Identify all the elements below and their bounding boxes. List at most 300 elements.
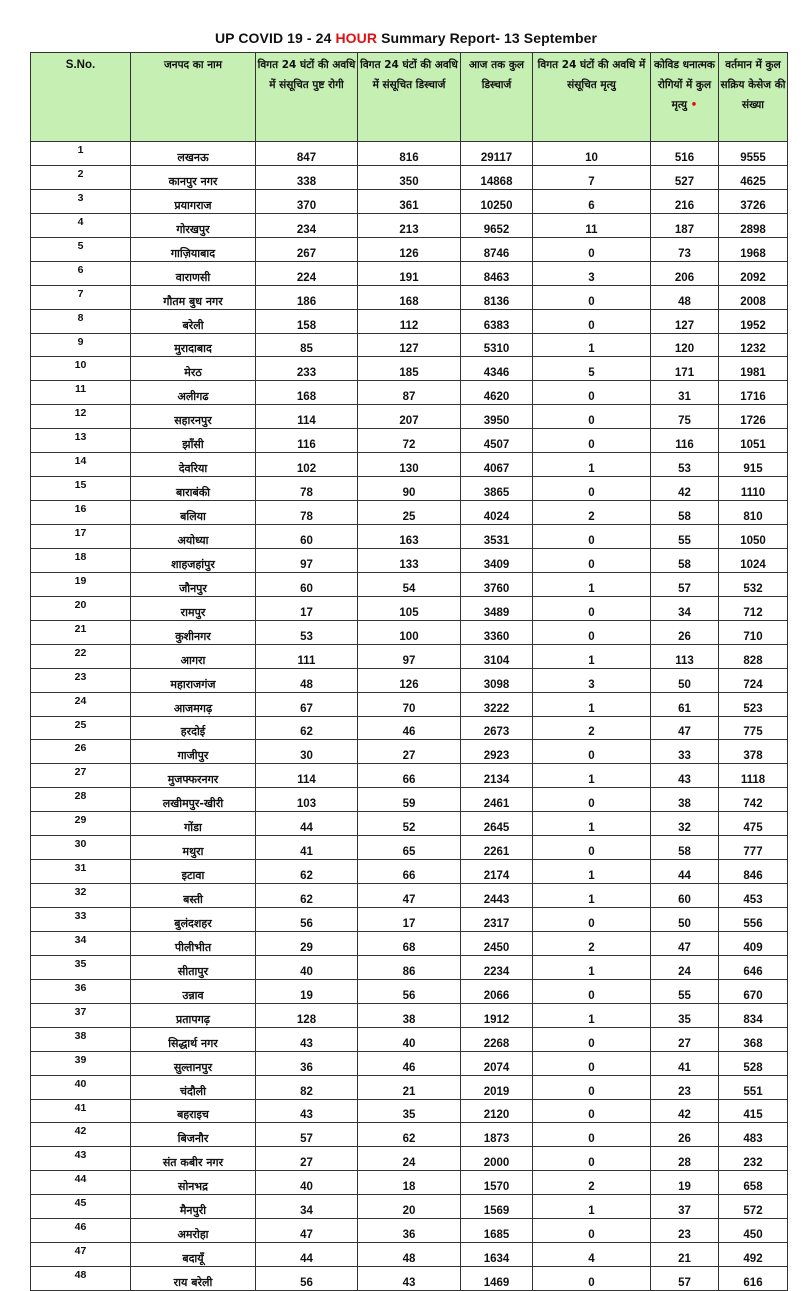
new-cases-cell: 62 [256, 884, 358, 908]
discharged-24h-cell: 185 [358, 357, 461, 381]
new-cases-cell: 17 [256, 596, 358, 620]
discharged-24h-cell: 168 [358, 285, 461, 309]
deaths-24h-cell: 2 [533, 1171, 651, 1195]
discharged-24h-cell: 191 [358, 261, 461, 285]
table-row [31, 812, 788, 836]
deaths-24h-cell: 0 [533, 309, 651, 333]
header-marker-dot: • [690, 99, 698, 111]
sno-cell: 6 [31, 261, 131, 285]
total-deaths-cell: 23 [651, 1075, 719, 1099]
sno-cell: 11 [31, 381, 131, 405]
new-cases-cell: 53 [256, 620, 358, 644]
active-cases-cell: 2898 [719, 213, 788, 237]
total-discharged-cell: 2268 [461, 1027, 533, 1051]
new-cases-cell: 56 [256, 1267, 358, 1291]
discharged-24h-cell: 97 [358, 644, 461, 668]
deaths-24h-cell: 0 [533, 237, 651, 261]
deaths-24h-cell: 0 [533, 1267, 651, 1291]
table-row [31, 381, 788, 405]
sno-cell: 5 [31, 237, 131, 261]
active-cases-cell: 415 [719, 1099, 788, 1123]
sno-cell: 34 [31, 931, 131, 955]
discharged-24h-cell: 48 [358, 1243, 461, 1267]
report-title-suffix: Summary Report- 13 September [377, 30, 598, 46]
deaths-24h-cell: 0 [533, 477, 651, 501]
total-discharged-cell: 4024 [461, 501, 533, 525]
new-cases-cell: 370 [256, 189, 358, 213]
total-deaths-cell: 44 [651, 860, 719, 884]
new-cases-cell: 62 [256, 716, 358, 740]
sno-cell: 20 [31, 596, 131, 620]
table-row [31, 836, 788, 860]
sno-cell: 19 [31, 572, 131, 596]
total-discharged-cell: 3489 [461, 596, 533, 620]
discharged-24h-cell: 126 [358, 237, 461, 261]
new-cases-cell: 43 [256, 1027, 358, 1051]
table-row [31, 1147, 788, 1171]
new-cases-cell: 102 [256, 453, 358, 477]
total-deaths-cell: 33 [651, 740, 719, 764]
new-cases-cell: 78 [256, 501, 358, 525]
district-cell: सुल्तानपुर [131, 1051, 256, 1075]
total-deaths-cell: 32 [651, 812, 719, 836]
new-cases-cell: 30 [256, 740, 358, 764]
new-cases-cell: 40 [256, 955, 358, 979]
new-cases-cell: 234 [256, 213, 358, 237]
discharged-24h-cell: 59 [358, 788, 461, 812]
active-cases-cell: 846 [719, 860, 788, 884]
new-cases-cell: 44 [256, 1243, 358, 1267]
new-cases-cell: 34 [256, 1195, 358, 1219]
district-cell: देवरिया [131, 453, 256, 477]
total-deaths-cell: 61 [651, 692, 719, 716]
sno-cell: 46 [31, 1219, 131, 1243]
active-cases-cell: 1726 [719, 405, 788, 429]
total-discharged-cell: 2066 [461, 979, 533, 1003]
table-row [31, 884, 788, 908]
deaths-24h-cell: 0 [533, 405, 651, 429]
discharged-24h-cell: 46 [358, 716, 461, 740]
active-cases-cell: 828 [719, 644, 788, 668]
sno-cell: 44 [31, 1171, 131, 1195]
total-deaths-cell: 42 [651, 477, 719, 501]
total-deaths-cell: 26 [651, 620, 719, 644]
table-row [31, 525, 788, 549]
total-discharged-cell: 3950 [461, 405, 533, 429]
discharged-24h-cell: 127 [358, 333, 461, 357]
table-row [31, 501, 788, 525]
new-cases-cell: 168 [256, 381, 358, 405]
total-discharged-cell: 2923 [461, 740, 533, 764]
total-deaths-cell: 24 [651, 955, 719, 979]
active-cases-cell: 483 [719, 1123, 788, 1147]
total-discharged-cell: 3865 [461, 477, 533, 501]
total-discharged-cell: 2000 [461, 1147, 533, 1171]
district-cell: महाराजगंज [131, 668, 256, 692]
total-discharged-cell: 9652 [461, 213, 533, 237]
deaths-24h-cell: 0 [533, 1099, 651, 1123]
discharged-24h-cell: 816 [358, 142, 461, 166]
discharged-24h-cell: 68 [358, 931, 461, 955]
total-discharged-cell: 3104 [461, 644, 533, 668]
active-cases-cell: 616 [719, 1267, 788, 1291]
district-cell: हरदोई [131, 716, 256, 740]
sno-cell: 14 [31, 453, 131, 477]
table-row [31, 572, 788, 596]
sno-cell: 25 [31, 716, 131, 740]
sno-cell: 23 [31, 668, 131, 692]
table-row [31, 333, 788, 357]
table-row [31, 477, 788, 501]
table-row [31, 692, 788, 716]
district-cell: बिजनौर [131, 1123, 256, 1147]
district-cell: बरेली [131, 309, 256, 333]
sno-cell: 26 [31, 740, 131, 764]
new-cases-cell: 267 [256, 237, 358, 261]
deaths-24h-cell: 0 [533, 429, 651, 453]
total-discharged-cell: 2450 [461, 931, 533, 955]
discharged-24h-cell: 25 [358, 501, 461, 525]
total-discharged-cell: 1570 [461, 1171, 533, 1195]
total-deaths-cell: 206 [651, 261, 719, 285]
table-row [31, 1003, 788, 1027]
new-cases-cell: 41 [256, 836, 358, 860]
deaths-24h-cell: 1 [533, 644, 651, 668]
active-cases-cell: 523 [719, 692, 788, 716]
discharged-24h-cell: 361 [358, 189, 461, 213]
total-deaths-cell: 58 [651, 501, 719, 525]
discharged-24h-cell: 54 [358, 572, 461, 596]
active-cases-cell: 378 [719, 740, 788, 764]
active-cases-cell: 777 [719, 836, 788, 860]
active-cases-cell: 3726 [719, 189, 788, 213]
discharged-24h-cell: 72 [358, 429, 461, 453]
discharged-24h-cell: 86 [358, 955, 461, 979]
district-cell: अमरोहा [131, 1219, 256, 1243]
total-discharged-cell: 3409 [461, 548, 533, 572]
sno-cell: 8 [31, 309, 131, 333]
active-cases-cell: 409 [719, 931, 788, 955]
table-row [31, 644, 788, 668]
deaths-24h-cell: 1 [533, 764, 651, 788]
table-row [31, 764, 788, 788]
deaths-24h-cell: 1 [533, 884, 651, 908]
active-cases-cell: 1110 [719, 477, 788, 501]
discharged-24h-cell: 24 [358, 1147, 461, 1171]
total-deaths-cell: 31 [651, 381, 719, 405]
report-title [0, 30, 812, 46]
active-cases-cell: 1051 [719, 429, 788, 453]
new-cases-cell: 114 [256, 405, 358, 429]
sno-cell: 30 [31, 836, 131, 860]
total-discharged-cell: 10250 [461, 189, 533, 213]
header-row [31, 53, 788, 142]
new-cases-cell: 27 [256, 1147, 358, 1171]
deaths-24h-cell: 0 [533, 620, 651, 644]
active-cases-cell: 646 [719, 955, 788, 979]
deaths-24h-cell: 0 [533, 1123, 651, 1147]
discharged-24h-cell: 46 [358, 1051, 461, 1075]
district-cell: गौतम बुध नगर [131, 285, 256, 309]
total-discharged-cell: 8463 [461, 261, 533, 285]
sno-cell: 35 [31, 955, 131, 979]
total-discharged-cell: 2673 [461, 716, 533, 740]
discharged-24h-cell: 100 [358, 620, 461, 644]
header-sno: S.No. [31, 53, 131, 142]
active-cases-cell: 742 [719, 788, 788, 812]
table-row [31, 1267, 788, 1291]
active-cases-cell: 572 [719, 1195, 788, 1219]
new-cases-cell: 103 [256, 788, 358, 812]
sno-cell: 18 [31, 548, 131, 572]
total-discharged-cell: 4067 [461, 453, 533, 477]
new-cases-cell: 47 [256, 1219, 358, 1243]
discharged-24h-cell: 105 [358, 596, 461, 620]
sno-cell: 16 [31, 501, 131, 525]
deaths-24h-cell: 1 [533, 692, 651, 716]
sno-cell: 29 [31, 812, 131, 836]
new-cases-cell: 48 [256, 668, 358, 692]
sno-cell: 41 [31, 1099, 131, 1123]
district-cell: संत कबीर नगर [131, 1147, 256, 1171]
deaths-24h-cell: 0 [533, 548, 651, 572]
deaths-24h-cell: 1 [533, 453, 651, 477]
discharged-24h-cell: 126 [358, 668, 461, 692]
deaths-24h-cell: 0 [533, 836, 651, 860]
district-cell: प्रयागराज [131, 189, 256, 213]
sno-cell: 32 [31, 884, 131, 908]
district-cell: मथुरा [131, 836, 256, 860]
district-cell: मैनपुरी [131, 1195, 256, 1219]
total-deaths-cell: 127 [651, 309, 719, 333]
total-deaths-cell: 47 [651, 931, 719, 955]
discharged-24h-cell: 112 [358, 309, 461, 333]
sno-cell: 37 [31, 1003, 131, 1027]
total-deaths-cell: 50 [651, 668, 719, 692]
table-row [31, 142, 788, 166]
header-active-cases: वर्तमान में कुल सक्रिय केसेज की संख्या [719, 53, 788, 142]
district-cell: कुशीनगर [131, 620, 256, 644]
total-discharged-cell: 2443 [461, 884, 533, 908]
district-cell: मेरठ [131, 357, 256, 381]
sno-cell: 48 [31, 1267, 131, 1291]
district-cell: बाराबंकी [131, 477, 256, 501]
new-cases-cell: 186 [256, 285, 358, 309]
deaths-24h-cell: 0 [533, 1219, 651, 1243]
total-discharged-cell: 2645 [461, 812, 533, 836]
table-row [31, 453, 788, 477]
total-deaths-cell: 55 [651, 525, 719, 549]
total-deaths-cell: 53 [651, 453, 719, 477]
total-discharged-cell: 3360 [461, 620, 533, 644]
deaths-24h-cell: 7 [533, 165, 651, 189]
total-discharged-cell: 2261 [461, 836, 533, 860]
table-row [31, 1123, 788, 1147]
deaths-24h-cell: 5 [533, 357, 651, 381]
total-deaths-cell: 57 [651, 1267, 719, 1291]
total-discharged-cell: 1873 [461, 1123, 533, 1147]
total-discharged-cell: 3760 [461, 572, 533, 596]
table-row [31, 740, 788, 764]
district-cell: सीतापुर [131, 955, 256, 979]
new-cases-cell: 97 [256, 548, 358, 572]
active-cases-cell: 450 [719, 1219, 788, 1243]
total-discharged-cell: 6383 [461, 309, 533, 333]
total-discharged-cell: 2019 [461, 1075, 533, 1099]
table-row [31, 548, 788, 572]
district-cell: लखीमपुर-खीरी [131, 788, 256, 812]
table-row [31, 285, 788, 309]
active-cases-cell: 556 [719, 908, 788, 932]
total-deaths-cell: 38 [651, 788, 719, 812]
deaths-24h-cell: 4 [533, 1243, 651, 1267]
table-row [31, 1075, 788, 1099]
new-cases-cell: 40 [256, 1171, 358, 1195]
covid-summary-table [30, 52, 788, 1291]
total-deaths-cell: 48 [651, 285, 719, 309]
active-cases-cell: 9555 [719, 142, 788, 166]
discharged-24h-cell: 70 [358, 692, 461, 716]
sno-cell: 45 [31, 1195, 131, 1219]
deaths-24h-cell: 0 [533, 381, 651, 405]
new-cases-cell: 233 [256, 357, 358, 381]
district-cell: मुजफ्फरनगर [131, 764, 256, 788]
discharged-24h-cell: 20 [358, 1195, 461, 1219]
discharged-24h-cell: 17 [358, 908, 461, 932]
total-deaths-cell: 28 [651, 1147, 719, 1171]
sno-cell: 42 [31, 1123, 131, 1147]
active-cases-cell: 1024 [719, 548, 788, 572]
discharged-24h-cell: 35 [358, 1099, 461, 1123]
deaths-24h-cell: 1 [533, 812, 651, 836]
new-cases-cell: 158 [256, 309, 358, 333]
deaths-24h-cell: 0 [533, 740, 651, 764]
discharged-24h-cell: 18 [358, 1171, 461, 1195]
total-deaths-cell: 187 [651, 213, 719, 237]
discharged-24h-cell: 21 [358, 1075, 461, 1099]
header-district: जनपद का नाम [131, 53, 256, 142]
discharged-24h-cell: 213 [358, 213, 461, 237]
total-deaths-cell: 75 [651, 405, 719, 429]
total-deaths-cell: 55 [651, 979, 719, 1003]
table-row [31, 357, 788, 381]
district-cell: सोनभद्र [131, 1171, 256, 1195]
district-cell: आगरा [131, 644, 256, 668]
sno-cell: 47 [31, 1243, 131, 1267]
table-row [31, 1195, 788, 1219]
district-cell: रामपुर [131, 596, 256, 620]
discharged-24h-cell: 87 [358, 381, 461, 405]
district-cell: अयोध्या [131, 525, 256, 549]
district-cell: झाँसी [131, 429, 256, 453]
active-cases-cell: 368 [719, 1027, 788, 1051]
district-cell: बस्ती [131, 884, 256, 908]
active-cases-cell: 532 [719, 572, 788, 596]
total-deaths-cell: 120 [651, 333, 719, 357]
sno-cell: 3 [31, 189, 131, 213]
new-cases-cell: 44 [256, 812, 358, 836]
sno-cell: 39 [31, 1051, 131, 1075]
deaths-24h-cell: 0 [533, 596, 651, 620]
table-row [31, 165, 788, 189]
sno-cell: 40 [31, 1075, 131, 1099]
total-deaths-cell: 60 [651, 884, 719, 908]
active-cases-cell: 1981 [719, 357, 788, 381]
new-cases-cell: 60 [256, 572, 358, 596]
new-cases-cell: 67 [256, 692, 358, 716]
table-row [31, 788, 788, 812]
discharged-24h-cell: 38 [358, 1003, 461, 1027]
district-cell: मुरादाबाद [131, 333, 256, 357]
total-deaths-cell: 50 [651, 908, 719, 932]
deaths-24h-cell: 0 [533, 1147, 651, 1171]
new-cases-cell: 116 [256, 429, 358, 453]
deaths-24h-cell: 0 [533, 525, 651, 549]
active-cases-cell: 915 [719, 453, 788, 477]
total-deaths-cell: 116 [651, 429, 719, 453]
new-cases-cell: 338 [256, 165, 358, 189]
active-cases-cell: 1232 [719, 333, 788, 357]
report-title-highlight: HOUR [335, 30, 378, 46]
sno-cell: 22 [31, 644, 131, 668]
sno-cell: 33 [31, 908, 131, 932]
table-row [31, 1171, 788, 1195]
total-discharged-cell: 1469 [461, 1267, 533, 1291]
sno-cell: 10 [31, 357, 131, 381]
discharged-24h-cell: 350 [358, 165, 461, 189]
deaths-24h-cell: 0 [533, 979, 651, 1003]
total-discharged-cell: 29117 [461, 142, 533, 166]
discharged-24h-cell: 65 [358, 836, 461, 860]
total-discharged-cell: 2461 [461, 788, 533, 812]
active-cases-cell: 1952 [719, 309, 788, 333]
district-cell: लखनऊ [131, 142, 256, 166]
new-cases-cell: 56 [256, 908, 358, 932]
total-deaths-cell: 41 [651, 1051, 719, 1075]
total-discharged-cell: 1685 [461, 1219, 533, 1243]
table-row [31, 429, 788, 453]
table-row [31, 213, 788, 237]
table-row [31, 405, 788, 429]
discharged-24h-cell: 163 [358, 525, 461, 549]
sno-cell: 27 [31, 764, 131, 788]
discharged-24h-cell: 207 [358, 405, 461, 429]
deaths-24h-cell: 0 [533, 908, 651, 932]
deaths-24h-cell: 1 [533, 955, 651, 979]
new-cases-cell: 114 [256, 764, 358, 788]
report-title-prefix: UP COVID 19 - 24 [214, 30, 336, 46]
discharged-24h-cell: 66 [358, 764, 461, 788]
district-cell: उन्नाव [131, 979, 256, 1003]
table-row [31, 1219, 788, 1243]
total-discharged-cell: 5310 [461, 333, 533, 357]
district-cell: गोरखपुर [131, 213, 256, 237]
table-row [31, 979, 788, 1003]
table-row [31, 309, 788, 333]
district-cell: इटावा [131, 860, 256, 884]
total-deaths-cell: 21 [651, 1243, 719, 1267]
active-cases-cell: 1118 [719, 764, 788, 788]
table-body [31, 142, 788, 1291]
table-row [31, 189, 788, 213]
total-deaths-cell: 27 [651, 1027, 719, 1051]
district-cell: बदायूँ [131, 1243, 256, 1267]
district-cell: अलीगढ [131, 381, 256, 405]
table-row [31, 908, 788, 932]
total-deaths-cell: 42 [651, 1099, 719, 1123]
header-discharged-24h: विगत 24 घंटों की अवधि में संसूचित डिस्चार्ज [358, 53, 461, 142]
district-cell: गाजीपुर [131, 740, 256, 764]
